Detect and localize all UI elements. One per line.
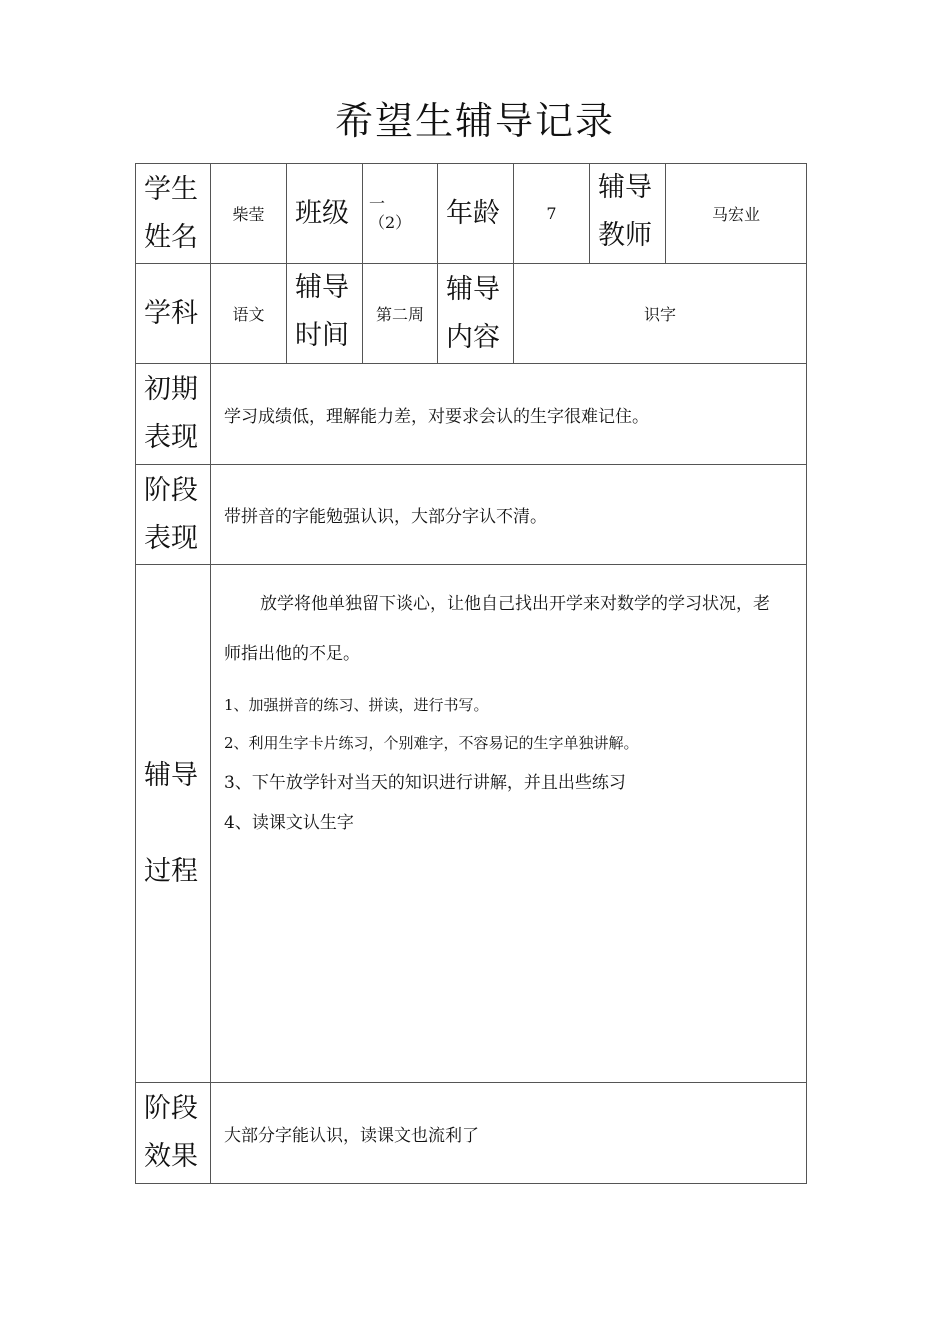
time-value: 第二周 <box>363 264 438 364</box>
process-step-3: 3、下午放学针对当天的知识进行讲解，并且出些练习 <box>224 773 626 793</box>
initial-performance-header: 初期 表现 <box>136 364 211 465</box>
subject-value: 语文 <box>211 264 287 364</box>
row-initial-performance <box>136 364 807 465</box>
age-value: 7 <box>514 164 590 264</box>
process-step-2: 2、利用生字卡片练习，个别难字，不容易记的生字单独讲解。 <box>224 734 639 752</box>
document-title: 希望生辅导记录 <box>334 99 615 143</box>
tutoring-process-content <box>211 565 807 1083</box>
process-step-1: 1、加强拼音的练习、拼读，进行书写。 <box>224 696 489 714</box>
subject-header: 学科 <box>136 264 211 364</box>
row-stage-performance <box>136 465 807 565</box>
initial-performance-text: 学习成绩低，理解能力差，对要求会认的生字很难记住。 <box>211 364 807 465</box>
record-table <box>135 163 807 1184</box>
stage-performance-header: 阶段 表现 <box>136 465 211 565</box>
class-value: 一 （2） <box>363 164 438 264</box>
content-value: 识字 <box>514 264 807 364</box>
student-name-header: 学生 姓名 <box>136 164 211 264</box>
row-stage-effect <box>136 1083 807 1184</box>
time-header: 辅导 时间 <box>287 264 363 364</box>
teacher-header: 辅导 教师 <box>590 164 666 264</box>
stage-performance-text: 带拼音的字能勉强认识，大部分字认不清。 <box>211 465 807 565</box>
student-name-value: 柴莹 <box>211 164 287 264</box>
stage-effect-text: 大部分字能认识，读课文也流利了 <box>211 1083 807 1184</box>
content-header: 辅导 内容 <box>438 264 514 364</box>
process-intro: 放学将他单独留下谈心，让他自己找出开学来对数学的学习状况，老师指出他的不足。 <box>224 594 770 664</box>
age-header: 年龄 <box>438 164 514 264</box>
class-header: 班级 <box>287 164 363 264</box>
stage-effect-header: 阶段 效果 <box>136 1083 211 1184</box>
row-basic-info <box>136 164 807 264</box>
teacher-value: 马宏业 <box>666 164 807 264</box>
process-step-4: 4、读课文认生字 <box>224 813 354 833</box>
row-subject-info <box>136 264 807 364</box>
row-tutoring-process <box>136 565 807 1083</box>
tutoring-process-header: 辅导 过程 <box>136 565 211 1083</box>
